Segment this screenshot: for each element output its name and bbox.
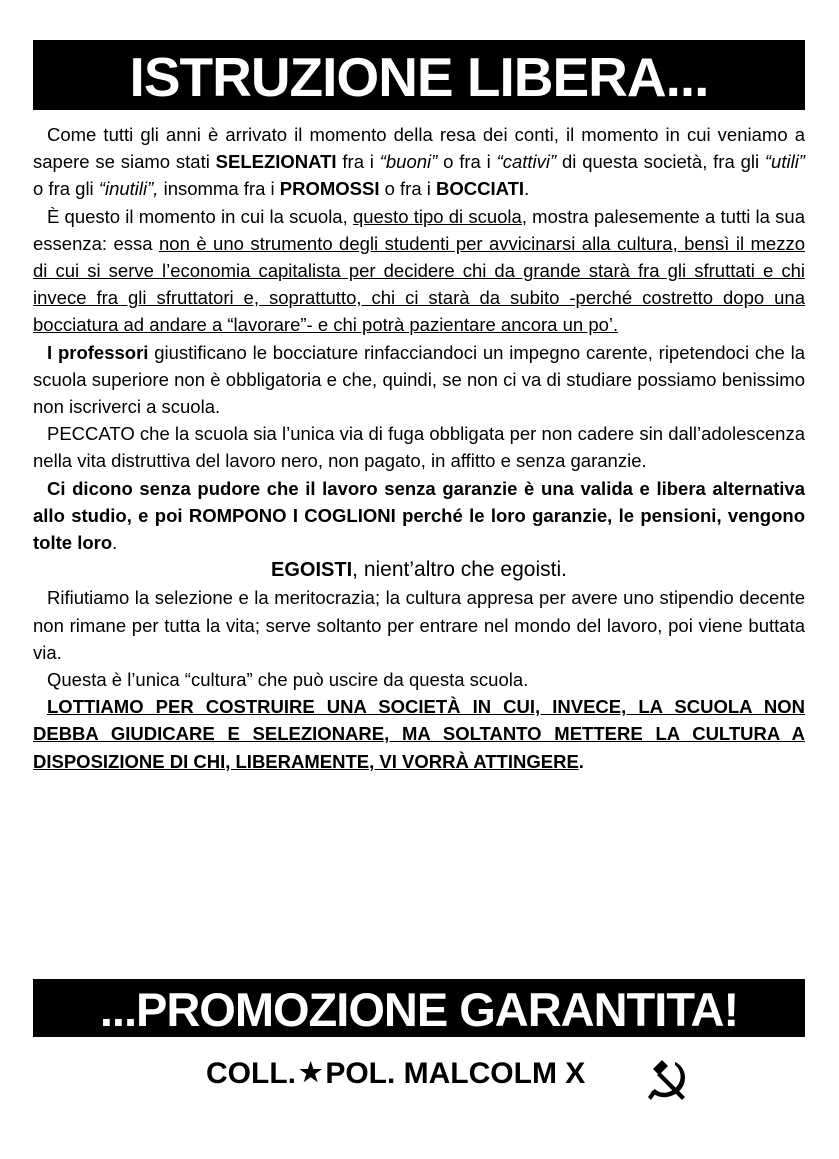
paragraph-7: Rifiutiamo la selezione e la meritocrazia; la cultura appresa per avere uno stipendio decente non rimane per tutta la vita; serve soltanto per entrare nel mondo del lavoro, poi viene buttata via. [33,587,805,663]
paragraph-1 [33,121,805,203]
text: insomma fra i [158,178,280,200]
text: . [578,750,584,772]
title-text: ISTRUZIONE LIBERA... [129,46,709,108]
signature-part-2: POL. MALCOLM X [325,1057,586,1091]
star-icon: ★ [299,1056,323,1087]
underlined-emphasis: LOTTIAMO PER COSTRUIRE UNA SOCIETÀ IN CUI, INVECE, LA SCUOLA NON DEBBA GIUDICARE E SELEZIONARE, MA SOLTANTO METTERE LA CULTURA A DISPOSIZIONE DI CHI, LIBERAMENTE, VI VORRÀ ATTINGERE [33,696,805,772]
emphasis: SELEZIONATI [215,151,337,173]
text: È questo il momento in cui la scuola, [47,205,353,227]
closing-banner [33,979,805,1037]
closing-text: ...PROMOZIONE GARANTITA! [99,983,739,1036]
underlined-text: non è uno strumento degli studenti per avvicinarsi alla cultura, bensì il mezzo di cui si serve l’economia capitalista per decidere chi da grande starà fra gli sfruttati e chi invece fra gli sfruttatori e, soprattutto, chi ci starà da subito -perché costretto dopo una bocciatura ad andare a “lavorare”- e chi potrà pazientare ancora un po’. [33,232,805,336]
emphasis: “utili” [764,151,805,173]
emphasis: PROMOSSI [279,178,380,200]
hammer-sickle-icon [645,1056,693,1104]
emphasis: “cattivi” [496,151,557,173]
emphasis: BOCCIATI [436,178,525,200]
text: di questa società, fra gli [556,151,765,173]
text: , nient’altro che egoisti. [352,558,567,582]
text: o fra i [437,151,497,173]
text: giustificano le bocciature rinfacciandoci un impegno carente, ripetendoci che la scuola superiore non è obbligatoria e che, quindi, se non ci va di studiare possiamo benissimo non iscriverci a scuola. [33,341,805,418]
text: , mostra palesemente a tutti la sua essenza: essa [33,205,805,254]
signature [0,1050,839,1098]
emphasis: Ci dicono senza pudore che il lavoro senza garanzie è una valida e libera alternativa allo studio, e poi ROMPONO I COGLIONI perché le loro garanzie, le pensioni, vengono tolte loro [33,477,805,554]
paragraph-2 [33,203,805,339]
text: . [524,178,530,200]
text: fra i [336,151,380,173]
flyer-body [33,121,805,775]
signature-text [206,1056,585,1091]
text: . [112,532,118,554]
paragraph-9 [33,693,805,775]
signature-part-1: COLL. [206,1057,296,1091]
emphasis: “inutili”, [98,178,159,200]
text: o fra gli [33,178,99,200]
title-banner [33,40,805,110]
paragraph-4: PECCATO che la scuola sia l’unica via di fuga obbligata per non cadere sin dall’adolescenza nella vita distruttiva del lavoro nero, non pagato, in affitto e senza garanzie. [33,423,805,472]
emphasis: I professori [47,341,149,363]
underlined-text: questo tipo di scuola [352,205,522,227]
paragraph-3 [33,339,805,421]
text: Come tutti gli anni è arrivato il momento della resa dei conti, il momento in cui veniamo a sapere se siamo stati [33,124,805,173]
emphasis: “buoni” [379,151,438,173]
paragraph-5 [33,475,805,557]
paragraph-6 [33,556,805,584]
emphasis: EGOISTI [271,559,353,582]
text: o fra i [379,178,437,200]
paragraph-8: Questa è l’unica “cultura” che può uscire da questa scuola. [47,669,529,691]
